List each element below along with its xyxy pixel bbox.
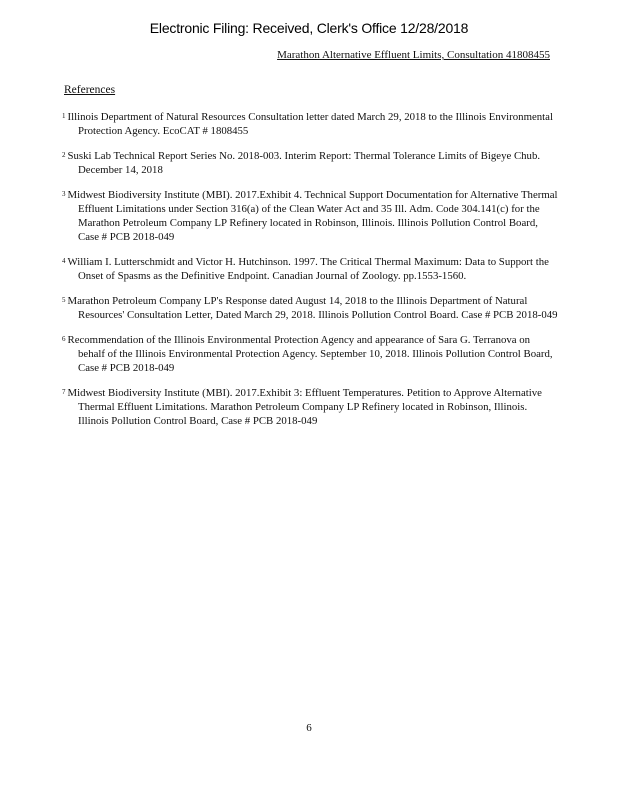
reference-number: 5 (62, 296, 66, 304)
reference-item-7 (62, 386, 558, 428)
reference-item-1 (62, 110, 558, 138)
reference-text: Midwest Biodiversity Institute (MBI). 2017.Exhibit 4. Technical Support Documentation for Alternative Thermal Effluent Limitations under Section 316(a) of the Clean Water Act and 35 Ill. Adm. Code 304.141(c) for the Marathon Petroleum Company LP Refinery located in Robinson, Illinois. Illinois Pollution Control Board, Case # PCB 2018-049 (67, 189, 558, 243)
reference-item-6 (62, 333, 558, 375)
reference-number: 1 (62, 112, 66, 120)
reference-text: William I. Lutterschmidt and Victor H. Hutchinson. 1997. The Critical Thermal Maximum: Data to Support the Onset of Spasms as the Definitive Endpoint. Canadian Journal of Zoology. pp.1553-1560. (67, 256, 549, 282)
page-number: 6 (306, 722, 312, 734)
reference-number: 6 (62, 335, 66, 343)
reference-text: Illinois Department of Natural Resources Consultation letter dated March 29, 2018 to the Illinois Environmental Protection Agency. EcoCAT # 1808455 (67, 111, 553, 137)
filing-stamp: Electronic Filing: Received, Clerk's Office 12/28/2018 (149, 20, 469, 36)
reference-item-3 (62, 188, 558, 244)
reference-item-5 (62, 294, 558, 322)
reference-number: 2 (62, 151, 66, 159)
reference-number: 3 (62, 190, 66, 198)
running-header: Marathon Alternative Effluent Limits, Consultation 41808455 (277, 49, 550, 61)
reference-text: Midwest Biodiversity Institute (MBI). 2017.Exhibit 3: Effluent Temperatures. Petition to Approve Alternative Thermal Effluent Limitations. Marathon Petroleum Company LP Refinery located in Robinson, Illinois. Illinois Pollution Control Board, Case # PCB 2018-049 (67, 387, 542, 427)
reference-number: 4 (62, 257, 66, 265)
reference-text: Suski Lab Technical Report Series No. 2018-003. Interim Report: Thermal Tolerance Limits of Bigeye Chub. December 14, 2018 (67, 150, 541, 176)
reference-item-2 (62, 149, 558, 177)
references-list (62, 110, 558, 439)
reference-text: Recommendation of the Illinois Environmental Protection Agency and appearance of Sara G. Terranova on behalf of the Illinois Environmental Protection Agency. September 10, 2018. Illinois Pollution Control Board, Case # PCB 2018-049 (67, 334, 553, 374)
reference-item-4 (62, 255, 558, 283)
reference-number: 7 (62, 388, 66, 396)
references-heading: References (64, 84, 116, 96)
reference-text: Marathon Petroleum Company LP's Response dated August 14, 2018 to the Illinois Department of Natural Resources' Consultation Letter, Dated March 29, 2018. Illinois Pollution Control Board. Case # PCB 2018-049 (67, 295, 558, 321)
